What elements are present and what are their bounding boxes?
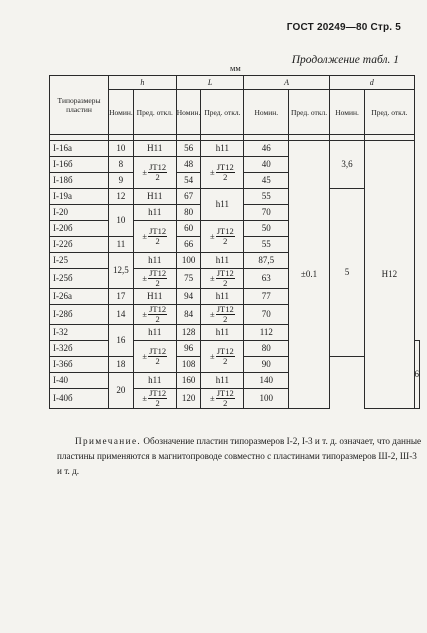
L-value: 60: [176, 221, 201, 237]
L-value: 160: [176, 372, 201, 388]
d-value: 5: [329, 189, 364, 357]
h-tolerance: h11: [133, 205, 176, 221]
A-value: 90: [244, 356, 289, 372]
A-value: 140: [244, 372, 289, 388]
h-value: 12: [109, 189, 134, 205]
L-value: 100: [176, 253, 201, 269]
A-value: 87,5: [244, 253, 289, 269]
A-value: 70: [244, 205, 289, 221]
row-name: I-25: [50, 253, 109, 269]
h-value: 16: [109, 324, 134, 356]
L-tolerance: h11: [201, 324, 244, 340]
h-value: 14: [109, 304, 134, 324]
L-tolerance: h11: [201, 288, 244, 304]
L-value: 96: [176, 340, 201, 356]
h-tolerance-fraction: ± $\frac{JT12}{2}$: [133, 304, 176, 324]
h-value: 10: [109, 205, 134, 237]
h-tolerance: H11: [133, 141, 176, 157]
A-value: 55: [244, 237, 289, 253]
L-value: 56: [176, 141, 201, 157]
L-value: 54: [176, 173, 201, 189]
h-value: 10: [109, 141, 134, 157]
row-name: I-26а: [50, 288, 109, 304]
note-title: Примечание.: [75, 436, 142, 446]
L-value: 128: [176, 324, 201, 340]
L-value: 84: [176, 304, 201, 324]
h-value: 8: [109, 157, 134, 173]
subheader: Номин.: [176, 90, 201, 135]
row-name: I-18б: [50, 173, 109, 189]
A-value: 70: [244, 304, 289, 324]
d-value: 6: [414, 340, 420, 408]
L-tolerance: h11: [201, 141, 244, 157]
h-value: 12,5: [109, 253, 134, 289]
d-tolerance: H12: [365, 141, 414, 409]
unit-label: мм: [230, 63, 241, 73]
row-name: I-40б: [50, 388, 109, 408]
A-value: 40: [244, 157, 289, 173]
row-name: I-32б: [50, 340, 109, 356]
group-header-L: L: [176, 76, 244, 90]
L-value: 75: [176, 269, 201, 289]
page-header: ГОСТ 20249—80 Стр. 5: [286, 22, 401, 33]
row-name: I-36б: [50, 356, 109, 372]
L-tolerance-fraction: ± $\frac{JT12}{2}$: [201, 157, 244, 189]
subheader: Номин.: [329, 90, 364, 135]
A-value: 63: [244, 269, 289, 289]
note-text: Обозначение пластин типоразмеров I-2, I-3 и т. д. означает, что данные пластины применяются в магнитопроводе совместно с пластинами типоразмеров Ш-2, Ш-3 и т. д.: [57, 436, 422, 476]
row-name: I-16а: [50, 141, 109, 157]
h-value: 9: [109, 173, 134, 189]
row-name: I-19а: [50, 189, 109, 205]
L-value: 120: [176, 388, 201, 408]
L-tolerance: h11: [201, 372, 244, 388]
row-name: I-25б: [50, 269, 109, 289]
A-value: 50: [244, 221, 289, 237]
A-value: 45: [244, 173, 289, 189]
h-tolerance: h11: [133, 324, 176, 340]
dimensions-table: [49, 75, 420, 409]
h-tolerance-fraction: ± $\frac{JT12}{2}$: [133, 157, 176, 189]
subheader: Пред. откл.: [365, 90, 414, 135]
A-value: 80: [244, 340, 289, 356]
subheader: Пред. откл.: [133, 90, 176, 135]
row-name: I-32: [50, 324, 109, 340]
h-tolerance: h11: [133, 253, 176, 269]
h-value: 18: [109, 356, 134, 372]
row-name: I-22б: [50, 237, 109, 253]
L-value: 67: [176, 189, 201, 205]
h-tolerance-fraction: ± $\frac{JT12}{2}$: [133, 269, 176, 289]
col-header-sizes: Типоразмеры пластин: [50, 76, 109, 135]
row-name: I-28б: [50, 304, 109, 324]
L-tolerance-fraction: ± $\frac{JT12}{2}$: [201, 269, 244, 289]
L-tolerance-fraction: ± $\frac{JT12}{2}$: [201, 221, 244, 253]
h-value: 17: [109, 288, 134, 304]
L-value: 66: [176, 237, 201, 253]
table-continuation-caption: Продолжение табл. 1: [291, 54, 399, 66]
L-tolerance: h11: [201, 189, 244, 221]
table-note: [57, 434, 423, 479]
subheader: Номин.: [244, 90, 289, 135]
row-name: I-20б: [50, 221, 109, 237]
h-tolerance: H11: [133, 189, 176, 205]
row-name: I-16б: [50, 157, 109, 173]
A-value: 112: [244, 324, 289, 340]
subheader: Пред. откл.: [289, 90, 330, 135]
L-tolerance-fraction: ± $\frac{JT12}{2}$: [201, 340, 244, 372]
L-tolerance: h11: [201, 253, 244, 269]
h-tolerance-fraction: ± $\frac{JT12}{2}$: [133, 340, 176, 372]
subheader: Пред. откл.: [201, 90, 244, 135]
A-value: 77: [244, 288, 289, 304]
L-tolerance-fraction: ± $\frac{JT12}{2}$: [201, 388, 244, 408]
group-header-A: A: [244, 76, 330, 90]
row-name: I-20: [50, 205, 109, 221]
group-header-d: d: [329, 76, 414, 90]
d-value: 3,6: [329, 141, 364, 189]
A-value: 55: [244, 189, 289, 205]
L-value: 94: [176, 288, 201, 304]
subheader: Номин.: [109, 90, 134, 135]
row-name: I-40: [50, 372, 109, 388]
L-value: 108: [176, 356, 201, 372]
A-tolerance: ±0.1: [289, 141, 330, 409]
L-value: 80: [176, 205, 201, 221]
A-value: 100: [244, 388, 289, 408]
h-tolerance: h11: [133, 372, 176, 388]
A-value: 46: [244, 141, 289, 157]
h-tolerance-fraction: ± $\frac{JT12}{2}$: [133, 388, 176, 408]
L-value: 48: [176, 157, 201, 173]
h-tolerance-fraction: ± $\frac{JT12}{2}$: [133, 221, 176, 253]
h-value: 20: [109, 372, 134, 408]
group-header-h: h: [109, 76, 177, 90]
L-tolerance-fraction: ± $\frac{JT12}{2}$: [201, 304, 244, 324]
h-value: 11: [109, 237, 134, 253]
h-tolerance: H11: [133, 288, 176, 304]
